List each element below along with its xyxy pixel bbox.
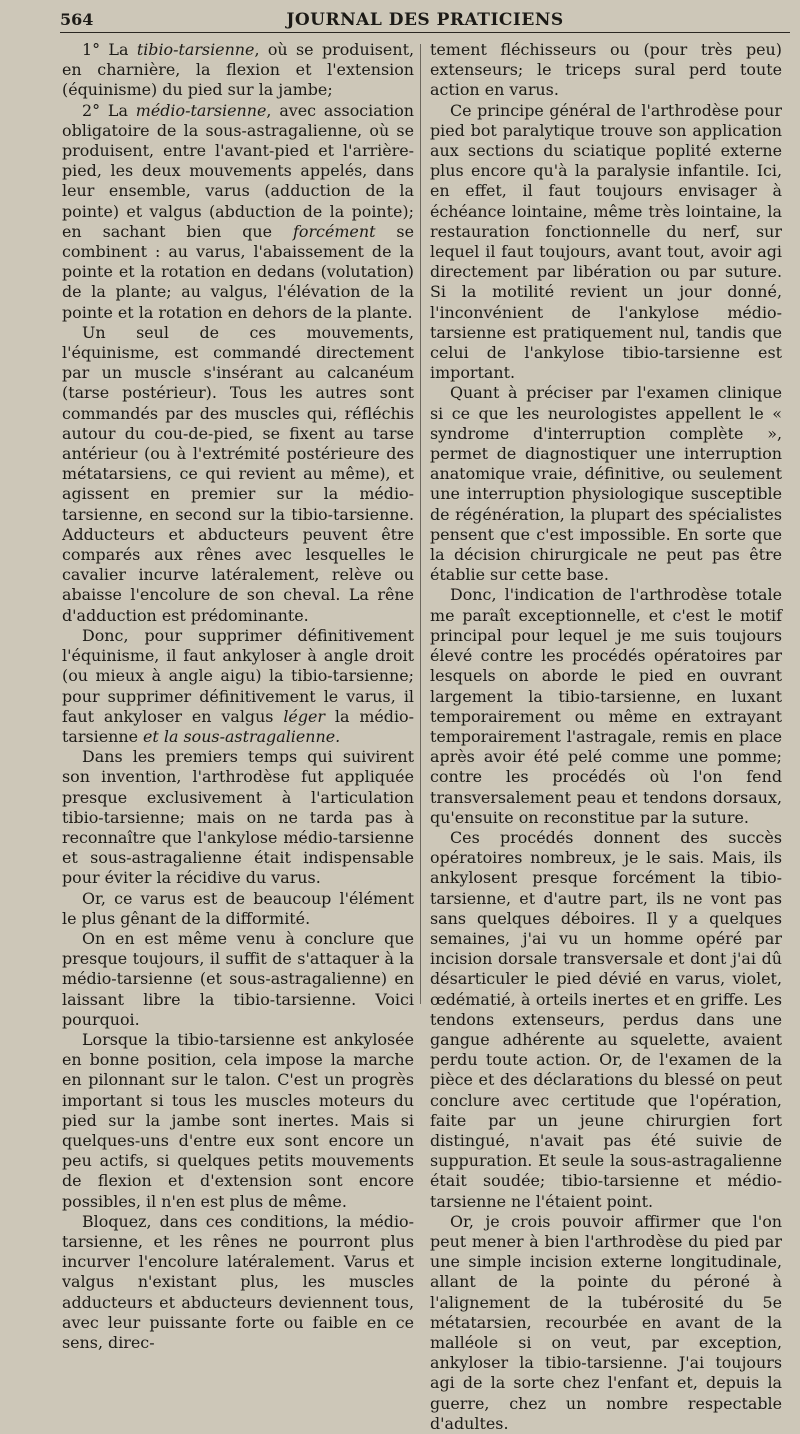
text-run: Ces procédés donnent des succès opératoires nombreux, je le sais. Mais, ils ankylosent presque forcément la tibio-tarsienne, et d'autre part, ils ne vont pas sans quelques déboires. Il y a quelques semaines, j'ai vu un homme opéré par incision dorsale transversale et dont j'ai dû désarticuler le pied dévié en varus, violet, œdématié, à orteils inertes et en griffe. Les tendons extenseurs, perdus dans une gangue adhérente au squelette, avaient perdu toute action. Or, de l'examen de la pièce et des déclarations du blessé on peut conclure avec certitude que l'opération, faite par un jeune chirurgien fort distingué, n'avait pas été suivie de suppuration. Et seule la sous-astragalienne était soudée; tibio-tarsienne et médio-tarsienne ne l'étaient point. — [430, 827, 782, 1211]
paragraph — [430, 585, 782, 827]
text-run: , avec association obligatoire de la sous-astragalienne, où se produisent, entre l'avant-pied et l'arrière-pied, les deux mouvements appelés, dans leur ensemble, varus (adduction de la pointe) et valgus (abduction de la pointe); en sachant bien que — [62, 100, 414, 241]
right-column — [430, 40, 782, 1434]
column-divider — [420, 44, 421, 1004]
text-run: la médio-tarsienne — [62, 706, 414, 746]
text-run: 1° La — [82, 40, 137, 59]
paragraph — [62, 1212, 414, 1353]
italic-text: médio-tarsienne — [135, 100, 267, 120]
text-run: Lorsque la tibio-tarsienne est ankylosée en bonne position, cela impose la marche en pilonnant sur le talon. C'est un progrès important si tous les muscles moteurs du pied sur la jambe sont inertes. Mais si quelques-uns d'entre eux sont encore un peu actifs, si quelques petits mouvements de flexion et d'extension sont encore possibles, il n'en est plus de même. — [62, 1029, 414, 1211]
text-run: tement fléchisseurs ou (pour très peu) extenseurs; le triceps sural perd toute action en varus. — [430, 40, 782, 100]
text-run: Donc, pour supprimer définitivement l'équinisme, il faut ankyloser à angle droit (ou mieux à angle aigu) la tibio-tarsienne; pour supprimer définitivement le varus, il faut ankyloser en valgus — [62, 625, 414, 726]
text-run: , où se produisent, en charnière, la flexion et l'extension (équinisme) du pied sur la jambe; — [62, 40, 414, 100]
journal-title: JOURNAL DES PRATICIENS — [286, 10, 564, 30]
paragraph — [430, 383, 782, 585]
italic-text: et la sous-astragalienne. — [143, 726, 341, 746]
paragraph — [62, 101, 414, 323]
paragraph — [62, 1030, 414, 1212]
paragraph — [430, 101, 782, 384]
paragraph — [62, 323, 414, 626]
paragraph — [62, 40, 414, 101]
italic-text: tibio-tarsienne — [136, 40, 255, 59]
paragraph — [430, 40, 782, 101]
text-run: On en est même venu à conclure que presque toujours, il suffit de s'attaquer à la médio-tarsienne (et sous-astragalienne) en laissant libre la tibio-tarsienne. Voici pourquoi. — [62, 928, 414, 1029]
text-run: Or, ce varus est de beaucoup l'élément le plus gênant de la difformité. — [62, 888, 414, 928]
paragraph — [62, 747, 414, 888]
italic-text: léger — [283, 706, 326, 726]
text-run: Dans les premiers temps qui suivirent son invention, l'arthrodèse fut appliquée presque exclusivement à l'articulation tibio-tarsienne; mais on ne tarda pas à reconnaître que l'ankylose médio-tarsienne et sous-astragalienne était indispensable pour éviter la récidive du varus. — [62, 747, 414, 888]
paragraph — [430, 828, 782, 1212]
text-run: Bloquez, dans ces conditions, la médio-tarsienne, et les rênes ne pourront plus incurver l'encolure latéralement. Varus et valgus n'existant plus, les muscles adducteurs et abducteurs deviennent tous, avec leur puissante forte ou faible en ce sens, direc- — [62, 1211, 414, 1352]
text-run: 2° La — [82, 100, 136, 120]
paragraph — [62, 626, 414, 747]
text-run: Ce principe général de l'arthrodèse pour pied bot paralytique trouve son application aux sections du sciatique poplité externe plus encore qu'à la paralysie infantile. Ici, en effet, il faut toujours envisager à échéance lointaine, même très lointaine, la restauration fonctionnelle du nerf, sur lequel il faut toujours, avant tout, avoir agi directement par libération ou par suture. Si la motilité revient un jour donné, l'inconvénient de l'ankylose médio-tarsienne est pratiquement nul, tandis que celui de l'ankylose tibio-tarsienne est important. — [430, 100, 782, 383]
paragraph — [430, 1212, 782, 1434]
text-run: Un seul de ces mouvements, l'équinisme, est commandé directement par un muscle s'insérant au calcanéum (tarse postérieur). Tous les autres sont commandés par des muscles qui, réfléchis autour du cou-de-pied, se fixent au tarse antérieur (ou à l'extrémité postérieure des métatarsiens, ce qui revient au même), et agissent en premier sur la médio-tarsienne, en second sur la tibio-tarsienne. Adducteurs et abducteurs peuvent être comparés aux rênes avec lesquelles le cavalier incurve latéralement, relève ou abaisse l'encolure de son cheval. La rêne d'adduction est prédominante. — [62, 322, 414, 625]
text-run: Quant à préciser par l'examen clinique si ce que les neurologistes appellent le « syndrome d'interruption complète », permet de diagnostiquer une interruption anatomique vraie, définitive, ou seulement une interruption physiologique susceptible de régénération, la plupart des spécialistes pensent que c'est impossible. En sorte que la décision chirurgicale ne peut pas être établie sur cette base. — [430, 383, 782, 585]
page-number: 564 — [60, 10, 94, 29]
text-run: Or, je crois pouvoir affirmer que l'on peut mener à bien l'arthrodèse du pied par une simple incision externe longitudinale, allant de la pointe du péroné à l'alignement de la tubérosité du 5e métatarsien, recourbée en avant de la malléole si on veut, par exception, ankyloser la tibio-tarsienne. J'ai toujours agi de la sorte chez l'enfant et, depuis la guerre, chez un nombre respectable d'adultes. — [430, 1211, 782, 1433]
text-run: Donc, l'indication de l'arthrodèse totale me paraît exceptionnelle, et c'est le motif principal pour lequel je me suis toujours élevé contre les procédés opératoires par lesquels on aborde le pied en ouvrant largement la tibio-tarsienne, en luxant temporairement ou même en extrayant temporairement l'astragale, remis en place après avoir été pelé comme une pomme; contre les procédés où l'on fend transversalement peau et tendons dorsaux, qu'ensuite on reconstitue par la suture. — [430, 585, 782, 827]
italic-text: forcément — [293, 221, 376, 241]
text-run: se combinent : au varus, l'abaissement de la pointe et la rotation en dedans (volutation) de la plante; au valgus, l'élévation de la pointe et la rotation en dehors de la plante. — [62, 221, 414, 322]
paragraph — [62, 929, 414, 1030]
paragraph — [62, 889, 414, 929]
running-header — [60, 8, 790, 33]
left-column — [62, 40, 414, 1353]
